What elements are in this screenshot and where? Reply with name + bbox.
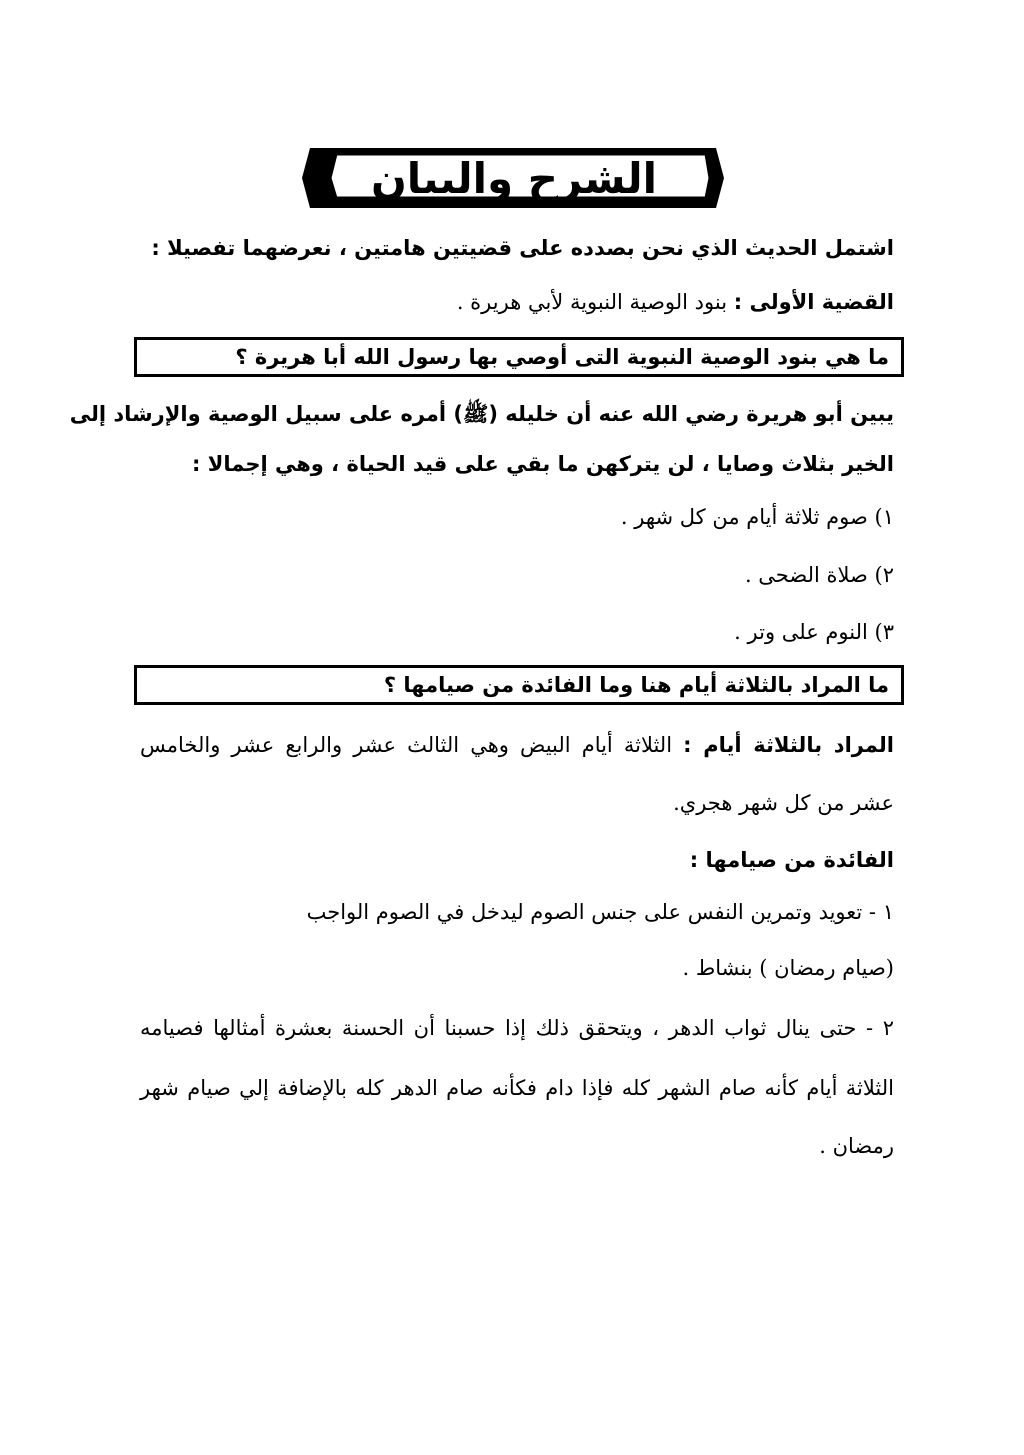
page-title: الشرح والبيان bbox=[370, 153, 658, 203]
meaning-line1 bbox=[140, 725, 894, 765]
list-item-1: ١) صوم ثلاثة أيام من كل شهر . bbox=[620, 505, 894, 529]
intro-line: اشتمل الحديث الذي نحن بصدده على قضيتين هامتين ، نعرضهما تفصيلا : bbox=[151, 236, 894, 260]
meaning-text: الثلاثة أيام البيض وهي الثالث عشر والرابع عشر والخامس bbox=[140, 733, 673, 757]
issue1-line bbox=[457, 282, 894, 322]
meaning-line2: عشر من كل شهر هجري. bbox=[673, 791, 894, 815]
benefit1-line1: ١ - تعويد وتمرين النفس على جنس الصوم ليدخل في الصوم الواجب bbox=[306, 900, 894, 924]
title-banner bbox=[296, 140, 732, 216]
benefit1-line2: (صيام رمضان ) بنشاط . bbox=[682, 956, 894, 980]
list-item-3: ٣) النوم على وتر . bbox=[734, 620, 894, 644]
benefit2-line2: الثلاثة أيام كأنه صام الشهر كله فإذا دام فكأنه صام الدهر كله بالإضافة إلي صيام شهر bbox=[140, 1076, 894, 1100]
list-item-2: ٢) صلاة الضحى . bbox=[744, 563, 894, 587]
meaning-label: المراد بالثلاثة أيام : bbox=[683, 733, 894, 757]
issue1-text: بنود الوصية النبوية لأبي هريرة . bbox=[456, 290, 728, 314]
benefit2-line1: ٢ - حتى ينال ثواب الدهر ، ويتحقق ذلك إذا حسبنا أن الحسنة بعشرة أمثالها فصيامه bbox=[140, 1016, 894, 1040]
answer1-line2: الخير بثلاث وصايا ، لن يتركهن ما بقي على قيد الحياة ، وهي إجمالا : bbox=[192, 452, 894, 476]
question2-box: ما المراد بالثلاثة أيام هنا وما الفائدة من صيامها ؟ bbox=[134, 665, 904, 705]
issue1-label: القضية الأولى : bbox=[733, 290, 894, 314]
benefit-heading: الفائدة من صيامها : bbox=[689, 848, 894, 872]
answer1-line1: يبين أبو هريرة رضي الله عنه أن خليله (ﷺ) أمره على سبيل الوصية والإرشاد إلى bbox=[69, 402, 894, 426]
question1-box: ما هي بنود الوصية النبوية التى أوصي بها رسول الله أبا هريرة ؟ bbox=[134, 337, 904, 377]
benefit2-line3: رمضان . bbox=[819, 1134, 894, 1158]
